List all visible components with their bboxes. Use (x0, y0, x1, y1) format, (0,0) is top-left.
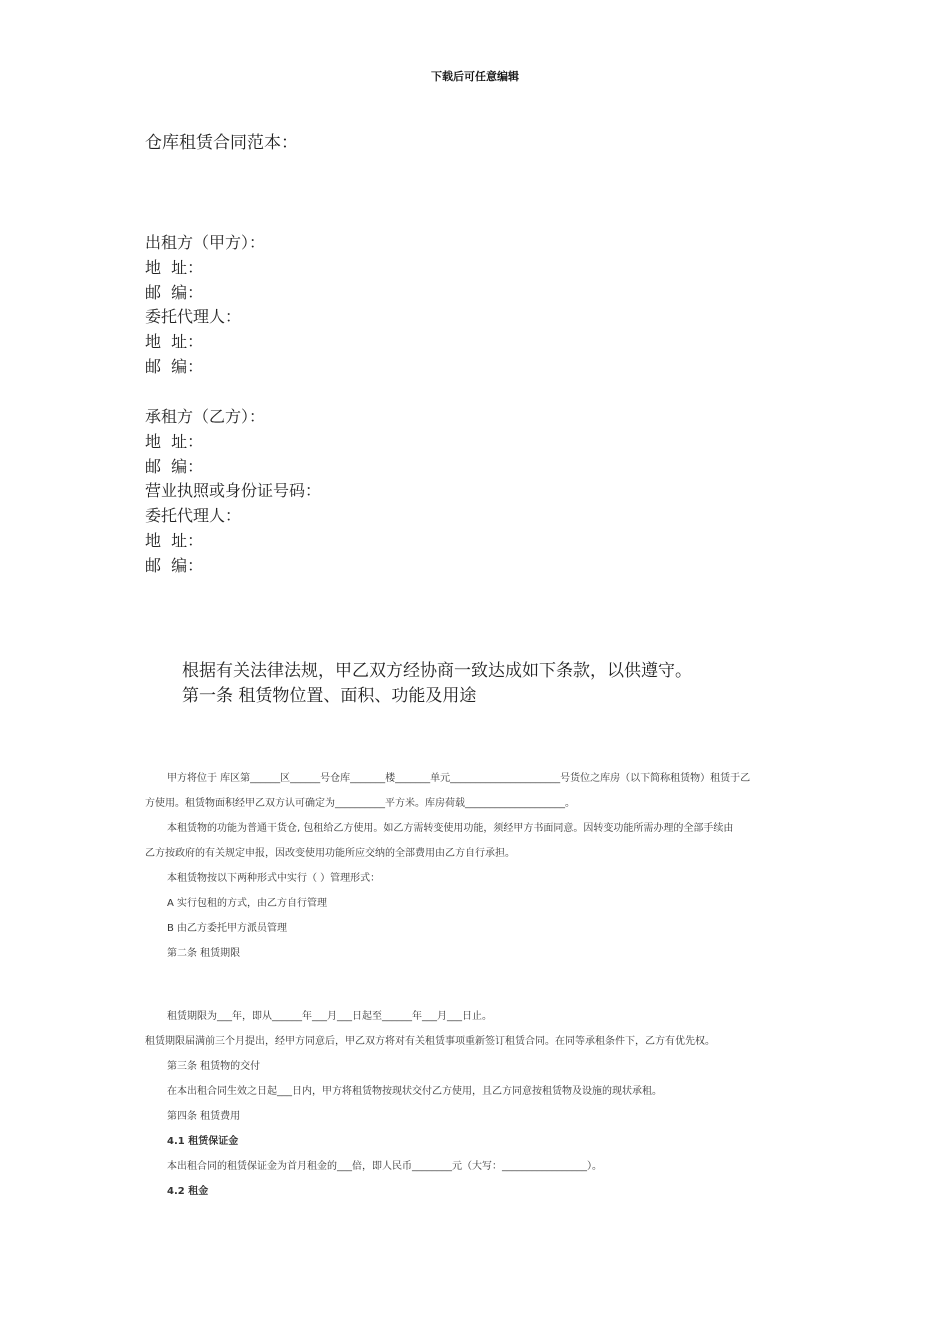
p2-line2: 乙方按政府的有关规定申报，因改变使用功能所应交纳的全部费用由乙方自行承担。 (145, 848, 515, 859)
article-1-heading: 第一条 租赁物位置、面积、功能及用途 (182, 686, 477, 706)
preamble: 根据有关法律法规，甲乙双方经协商一致达成如下条款，以供遵守。 (182, 661, 692, 681)
article-3-heading: 第三条 租赁物的交付 (167, 1061, 261, 1072)
option-b: B 由乙方委托甲方派员管理 (167, 923, 288, 934)
lessor-agent: 委托代理人： (145, 307, 242, 327)
lessor-heading: 出租方（甲方）： (145, 233, 266, 252)
option-a: A 实行包租的方式，由乙方自行管理 (167, 898, 328, 909)
p3: 本租赁物按以下两种形式中实行（ ）管理形式： (167, 873, 381, 884)
lessee-license: 营业执照或身份证号码： (145, 481, 322, 501)
page-header: 下载后可任意编辑 (431, 70, 519, 83)
lease-term: 租赁期限为___年，即从______年___月___日起至______年___月___日止。 (167, 1011, 492, 1022)
section-4-2-heading: 4.2 租金 (167, 1186, 209, 1197)
renewal-clause: 租赁期限届满前三个月提出，经甲方同意后，甲乙双方将对有关租赁事项重新签订租赁合同。在同等承租条件下，乙方有优先权。 (145, 1036, 715, 1047)
article-4-heading: 第四条 租赁费用 (167, 1111, 241, 1122)
lessor-postcode: 邮 编： (145, 282, 204, 302)
p1-line2: 方使用。租赁物面积经甲乙双方认可确定为__________平方米。库房荷载____________________。 (145, 798, 575, 809)
lessee-agent-address: 地 址： (145, 530, 204, 550)
lessor-agent-postcode: 邮 编： (145, 356, 204, 376)
lessee-address: 地 址： (145, 431, 204, 451)
article-2-heading: 第二条 租赁期限 (167, 948, 241, 959)
page-title: 仓库租赁合同范本： (145, 133, 298, 153)
contract-body (145, 0, 810, 1344)
lessor-address: 地 址： (145, 257, 204, 277)
lessee-agent: 委托代理人： (145, 506, 242, 526)
lessor-agent-address: 地 址： (145, 332, 204, 352)
deposit-clause: 本出租合同的租赁保证金为首月租金的___倍，即人民币________元（大写：_________________）。 (167, 1161, 602, 1172)
p1-line1: 甲方将位于 库区第______区______号仓库_______楼_______单元______________________号货位之库房（以下简称租赁物）租赁于乙 (167, 773, 751, 784)
lessee-heading: 承租方（乙方）： (145, 407, 266, 426)
delivery-clause: 在本出租合同生效之日起___日内，甲方将租赁物按现状交付乙方使用，且乙方同意按租赁物及设施的现状承租。 (167, 1086, 662, 1097)
section-4-1-heading: 4.1 租赁保证金 (167, 1136, 239, 1147)
p2-line1: 本租赁物的功能为普通干货仓, 包租给乙方使用。如乙方需转变使用功能，须经甲方书面同意。因转变功能所需办理的全部手续由 (167, 823, 734, 834)
lessee-postcode: 邮 编： (145, 456, 204, 476)
lessee-agent-postcode: 邮 编： (145, 555, 204, 575)
